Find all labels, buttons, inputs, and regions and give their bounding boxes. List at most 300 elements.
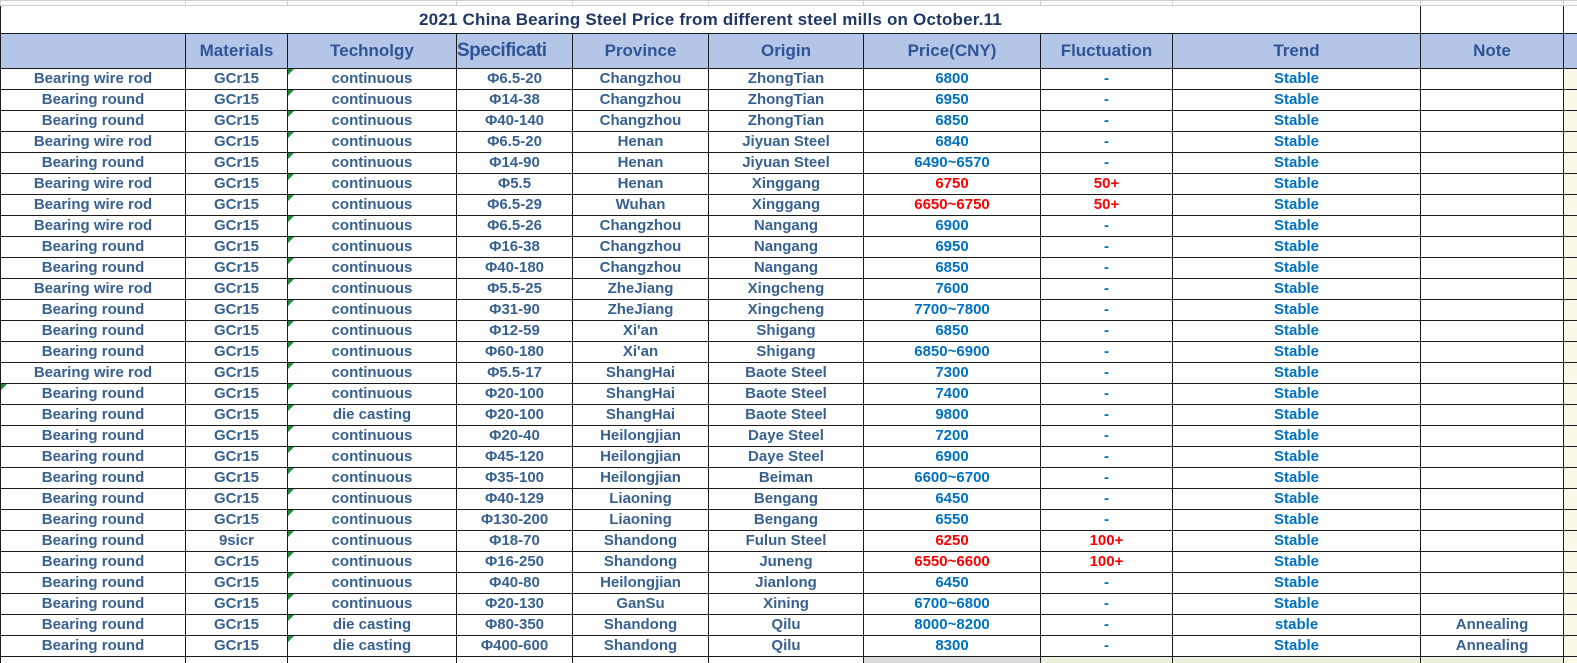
cell-trend[interactable]: Stable [1173, 468, 1421, 489]
cell-trend[interactable]: Stable [1173, 405, 1421, 426]
cell-note[interactable] [1421, 279, 1564, 300]
cell-material[interactable]: GCr15 [186, 342, 288, 363]
cell-province[interactable]: Wuhan [573, 195, 709, 216]
cell-province[interactable]: Changzhou [573, 237, 709, 258]
cell-product[interactable]: Bearing round [1, 405, 186, 426]
cell-product[interactable]: Bearing round [1, 321, 186, 342]
cell-province[interactable]: Liaoning [573, 510, 709, 531]
cell-specification[interactable]: Φ16-250 [457, 552, 573, 573]
cell-sliver [1564, 510, 1577, 531]
column-header-technology[interactable]: Technolgy [288, 34, 457, 69]
cell-price[interactable]: 7200 [864, 426, 1041, 447]
cell-province[interactable]: Henan [573, 132, 709, 153]
cell-fluctuation[interactable]: - [1041, 468, 1173, 489]
cell-specification[interactable]: Φ6.5-20 [457, 69, 573, 90]
cell-product[interactable]: Bearing round [1, 552, 186, 573]
cell-material[interactable]: GCr15 [186, 573, 288, 594]
cell-fluctuation[interactable]: - [1041, 489, 1173, 510]
cell-product[interactable]: Bearing round [1, 489, 186, 510]
cell-origin[interactable]: Baote Steel [709, 405, 864, 426]
cell-trend[interactable]: Stable [1173, 237, 1421, 258]
cell-trend[interactable]: Stable [1173, 489, 1421, 510]
cell-material[interactable]: GCr15 [186, 552, 288, 573]
cell-product[interactable]: Bearing round [1, 594, 186, 615]
cell-technology[interactable]: continuous [288, 279, 457, 300]
cell-price[interactable]: 6850 [864, 321, 1041, 342]
cell-price[interactable]: 9800 [864, 405, 1041, 426]
cell-specification[interactable]: Φ18-70 [457, 531, 573, 552]
cell-fluctuation[interactable]: - [1041, 594, 1173, 615]
cell-fluctuation[interactable]: - [1041, 90, 1173, 111]
cell-note[interactable] [1421, 174, 1564, 195]
cell-note[interactable] [1421, 447, 1564, 468]
cell-origin[interactable]: ZhongTian [709, 69, 864, 90]
cell-note[interactable] [1421, 594, 1564, 615]
cell-fluctuation[interactable]: - [1041, 447, 1173, 468]
cell-price[interactable]: 6750 [864, 174, 1041, 195]
cell-origin[interactable]: Xinggang [709, 174, 864, 195]
cell-fluctuation[interactable]: - [1041, 132, 1173, 153]
cell-material[interactable]: GCr15 [186, 237, 288, 258]
cell-material[interactable]: GCr15 [186, 69, 288, 90]
cell-province[interactable]: ZheJiang [573, 279, 709, 300]
column-header-fluctuation[interactable]: Fluctuation [1041, 34, 1173, 69]
cell-trend[interactable]: Stable [1173, 363, 1421, 384]
cell-price[interactable]: 6450 [864, 573, 1041, 594]
cell-trend[interactable]: Stable [1173, 216, 1421, 237]
cell-specification[interactable]: Φ5.5-25 [457, 279, 573, 300]
cell-fluctuation[interactable]: - [1041, 510, 1173, 531]
cell-specification[interactable]: Φ14-38 [457, 90, 573, 111]
cell-note[interactable] [1421, 132, 1564, 153]
cell-technology[interactable]: continuous [288, 258, 457, 279]
cell-specification[interactable]: Φ31-90 [457, 300, 573, 321]
cell-product[interactable]: Bearing round [1, 153, 186, 174]
cell-trend[interactable]: Stable [1173, 279, 1421, 300]
cell-technology[interactable]: continuous [288, 447, 457, 468]
table-row [1, 489, 1577, 510]
cell-note[interactable]: Annealing [1421, 615, 1564, 636]
cell-trend[interactable]: Stable [1173, 510, 1421, 531]
cell-technology[interactable]: die casting [288, 405, 457, 426]
cell-trend[interactable]: Stable [1173, 531, 1421, 552]
cell-price[interactable]: 8000~8200 [864, 615, 1041, 636]
cell-specification[interactable]: Φ20-40 [457, 426, 573, 447]
cell-specification[interactable]: Φ14-90 [457, 153, 573, 174]
cell-note[interactable] [1421, 111, 1564, 132]
cell-price[interactable]: 6850~6900 [864, 342, 1041, 363]
cell-trend[interactable]: Stable [1173, 69, 1421, 90]
cell-origin[interactable]: Fulun Steel [709, 531, 864, 552]
cell-trend[interactable]: Stable [1173, 636, 1421, 657]
cell-note[interactable] [1421, 300, 1564, 321]
cell-trend[interactable]: Stable [1173, 111, 1421, 132]
cell-specification[interactable]: Φ130-200 [457, 510, 573, 531]
cell-origin[interactable]: Xining [709, 594, 864, 615]
cell-fluctuation[interactable]: - [1041, 636, 1173, 657]
cell-material[interactable]: GCr15 [186, 489, 288, 510]
cell-product[interactable]: Bearing round [1, 573, 186, 594]
cell-note[interactable] [1421, 384, 1564, 405]
cell-province[interactable]: ShangHai [573, 405, 709, 426]
cell-province[interactable]: Heilongjian [573, 447, 709, 468]
cell-technology[interactable]: continuous [288, 363, 457, 384]
cell-technology[interactable]: continuous [288, 594, 457, 615]
cell-material[interactable]: GCr15 [186, 468, 288, 489]
cell-technology[interactable]: continuous [288, 69, 457, 90]
cell-trend[interactable]: Stable [1173, 573, 1421, 594]
cell-origin[interactable]: Juneng [709, 552, 864, 573]
cell-technology[interactable]: continuous [288, 510, 457, 531]
cell-province[interactable]: Xi'an [573, 342, 709, 363]
error-indicator-icon [288, 468, 294, 474]
cell-fluctuation[interactable]: - [1041, 384, 1173, 405]
cell-note[interactable] [1421, 342, 1564, 363]
cell-trend[interactable]: Stable [1173, 174, 1421, 195]
cell-product[interactable]: Bearing wire rod [1, 174, 186, 195]
cell-fluctuation[interactable]: - [1041, 153, 1173, 174]
cell-specification[interactable]: Φ40-129 [457, 489, 573, 510]
cell-fluctuation[interactable]: - [1041, 111, 1173, 132]
cell-technology[interactable]: continuous [288, 237, 457, 258]
cell-product[interactable]: Bearing round [1, 447, 186, 468]
cell-province[interactable]: Heilongjian [573, 426, 709, 447]
cell-province[interactable]: Changzhou [573, 216, 709, 237]
cell-note[interactable] [1421, 195, 1564, 216]
cell-material[interactable]: GCr15 [186, 111, 288, 132]
cell-price[interactable]: 7600 [864, 279, 1041, 300]
cell-specification[interactable]: Φ16-38 [457, 237, 573, 258]
cell-origin[interactable]: Nangang [709, 216, 864, 237]
cell-product[interactable]: Bearing round [1, 615, 186, 636]
cell-trend[interactable]: Stable [1173, 447, 1421, 468]
cell-origin[interactable]: Qilu [709, 615, 864, 636]
cell-origin[interactable]: Jiyuan Steel [709, 132, 864, 153]
cell-technology[interactable]: continuous [288, 384, 457, 405]
cell-specification[interactable]: Φ40-80 [457, 573, 573, 594]
cell-technology[interactable]: continuous [288, 489, 457, 510]
cell-technology[interactable]: die casting [288, 636, 457, 657]
cell-material[interactable]: GCr15 [186, 384, 288, 405]
cell-price[interactable]: 8300 [864, 636, 1041, 657]
cell-trend[interactable]: stable [1173, 615, 1421, 636]
cell-fluctuation[interactable]: - [1041, 342, 1173, 363]
cell-price[interactable]: 6250 [864, 531, 1041, 552]
column-header-materials[interactable]: Materials [186, 34, 288, 69]
cell-province[interactable]: ZheJiang [573, 300, 709, 321]
cell-specification[interactable]: Φ45-120 [457, 447, 573, 468]
cell-price[interactable]: 6900 [864, 447, 1041, 468]
cell-material[interactable]: GCr15 [186, 636, 288, 657]
cell-sliver [1564, 69, 1577, 90]
title-note-cell[interactable] [1421, 6, 1564, 34]
cell-fluctuation[interactable]: - [1041, 363, 1173, 384]
cell-specification[interactable]: Φ5.5-17 [457, 363, 573, 384]
cell-specification[interactable]: Φ6.5-26 [457, 216, 573, 237]
cell-origin[interactable]: Xingcheng [709, 279, 864, 300]
cell-note[interactable] [1421, 405, 1564, 426]
cell-material[interactable]: GCr15 [186, 447, 288, 468]
cell-technology[interactable]: continuous [288, 300, 457, 321]
cell-province[interactable]: Liaoning [573, 489, 709, 510]
cell-specification[interactable]: Φ400-600 [457, 636, 573, 657]
cell-note[interactable] [1421, 531, 1564, 552]
cell-specification[interactable]: Φ6.5-29 [457, 195, 573, 216]
cell-product[interactable]: Bearing round [1, 258, 186, 279]
cell-price[interactable]: 6550~6600 [864, 552, 1041, 573]
cell-note[interactable] [1421, 363, 1564, 384]
cell-price[interactable]: 6950 [864, 237, 1041, 258]
cell-note[interactable] [1421, 69, 1564, 90]
cell-product[interactable]: Bearing round [1, 90, 186, 111]
cell-technology[interactable]: continuous [288, 552, 457, 573]
cell-technology[interactable]: continuous [288, 342, 457, 363]
cell-price[interactable]: 6950 [864, 90, 1041, 111]
cell-material[interactable]: GCr15 [186, 216, 288, 237]
cell-province[interactable]: Changzhou [573, 258, 709, 279]
cell-specification[interactable]: Φ5.5 [457, 174, 573, 195]
cell-product[interactable]: Bearing round [1, 237, 186, 258]
cell-technology[interactable]: continuous [288, 426, 457, 447]
cell-trend[interactable]: Stable [1173, 258, 1421, 279]
cell-origin[interactable]: Baote Steel [709, 363, 864, 384]
cell-material[interactable]: GCr15 [186, 594, 288, 615]
cell-origin[interactable]: Xingcheng [709, 300, 864, 321]
cell-trend[interactable]: Stable [1173, 384, 1421, 405]
cell-note[interactable] [1421, 321, 1564, 342]
cell-price[interactable]: 7400 [864, 384, 1041, 405]
cell-fluctuation[interactable]: - [1041, 216, 1173, 237]
cell-specification[interactable]: Φ6.5-20 [457, 132, 573, 153]
cell-province[interactable]: Heilongjian [573, 573, 709, 594]
cell-province[interactable]: GanSu [573, 594, 709, 615]
cell-province[interactable]: ShangHai [573, 384, 709, 405]
cell-fluctuation[interactable]: - [1041, 279, 1173, 300]
cell-material[interactable]: 9sicr [186, 531, 288, 552]
cell-technology[interactable]: continuous [288, 573, 457, 594]
cell-note[interactable] [1421, 216, 1564, 237]
cell-note[interactable] [1421, 573, 1564, 594]
cell-product[interactable]: Bearing round [1, 468, 186, 489]
cell-material[interactable]: GCr15 [186, 132, 288, 153]
column-header-trend[interactable]: Trend [1173, 34, 1421, 69]
cell-specification[interactable]: Φ20-130 [457, 594, 573, 615]
cell-fluctuation[interactable]: - [1041, 237, 1173, 258]
cell-product[interactable]: Bearing wire rod [1, 132, 186, 153]
cell-province[interactable]: Shandong [573, 636, 709, 657]
cell-fluctuation[interactable]: - [1041, 615, 1173, 636]
cell-material[interactable]: GCr15 [186, 363, 288, 384]
cell-origin[interactable]: Xinggang [709, 195, 864, 216]
cell-province[interactable]: Henan [573, 153, 709, 174]
cell-technology[interactable]: continuous [288, 174, 457, 195]
cell-technology[interactable]: continuous [288, 90, 457, 111]
cell-note[interactable] [1421, 90, 1564, 111]
cell-material[interactable]: GCr15 [186, 174, 288, 195]
cell-origin[interactable]: Daye Steel [709, 426, 864, 447]
cell-product[interactable]: Bearing wire rod [1, 216, 186, 237]
cell-origin[interactable]: Shigang [709, 342, 864, 363]
cell-product[interactable]: Bearing wire rod [1, 69, 186, 90]
cell-province[interactable]: Changzhou [573, 69, 709, 90]
cell-product[interactable]: Bearing round [1, 510, 186, 531]
cell-specification[interactable]: Φ35-100 [457, 468, 573, 489]
cell-product[interactable]: Bearing wire rod [1, 195, 186, 216]
cell-fluctuation[interactable]: 100+ [1041, 531, 1173, 552]
cell-technology[interactable]: continuous [288, 111, 457, 132]
cell-price[interactable]: 6450 [864, 489, 1041, 510]
cell-fluctuation[interactable]: - [1041, 258, 1173, 279]
column-header-specification[interactable]: Specificati [457, 34, 573, 69]
cell-trend[interactable]: Stable [1173, 321, 1421, 342]
cell-price[interactable]: 6900 [864, 216, 1041, 237]
cell-note[interactable] [1421, 552, 1564, 573]
cell-fluctuation[interactable]: - [1041, 300, 1173, 321]
cell-fluctuation[interactable]: 50+ [1041, 195, 1173, 216]
cell-fluctuation[interactable]: - [1041, 426, 1173, 447]
cell-material[interactable]: GCr15 [186, 258, 288, 279]
cell-trend[interactable]: Stable [1173, 426, 1421, 447]
cell-fluctuation[interactable]: - [1041, 69, 1173, 90]
cell-trend[interactable]: Stable [1173, 300, 1421, 321]
cell-note[interactable] [1421, 510, 1564, 531]
cell-specification[interactable]: Φ20-100 [457, 405, 573, 426]
cell-product[interactable]: Bearing wire rod [1, 279, 186, 300]
cell-material[interactable]: GCr15 [186, 321, 288, 342]
cell-price[interactable]: 6490~6570 [864, 153, 1041, 174]
cell-material[interactable]: GCr15 [186, 195, 288, 216]
cell-material[interactable]: GCr15 [186, 405, 288, 426]
cell-material[interactable]: GCr15 [186, 90, 288, 111]
cell-price[interactable]: 7300 [864, 363, 1041, 384]
cell-material[interactable]: GCr15 [186, 279, 288, 300]
cell-trend[interactable]: Stable [1173, 90, 1421, 111]
cell-product[interactable]: Bearing round [1, 531, 186, 552]
cell-price[interactable]: 6650~6750 [864, 195, 1041, 216]
cell-price[interactable]: 6840 [864, 132, 1041, 153]
cell-note[interactable] [1421, 258, 1564, 279]
cell-specification[interactable]: Φ20-100 [457, 384, 573, 405]
column-header-product[interactable] [1, 34, 186, 69]
cell-note[interactable] [1421, 468, 1564, 489]
column-header-origin[interactable]: Origin [709, 34, 864, 69]
cell-trend[interactable]: Stable [1173, 552, 1421, 573]
cell-fluctuation[interactable]: 50+ [1041, 174, 1173, 195]
cell-province[interactable]: Changzhou [573, 90, 709, 111]
cell-fluctuation[interactable]: - [1041, 321, 1173, 342]
cell-technology[interactable]: continuous [288, 216, 457, 237]
cell-origin[interactable]: Baote Steel [709, 384, 864, 405]
cell-origin[interactable]: ZhongTian [709, 90, 864, 111]
cell-product[interactable]: Bearing round [1, 111, 186, 132]
cell-trend[interactable]: Stable [1173, 132, 1421, 153]
table-row [1, 594, 1577, 615]
column-header-note[interactable]: Note [1421, 34, 1564, 69]
cell-province[interactable]: Shandong [573, 531, 709, 552]
cell-origin[interactable]: Bengang [709, 510, 864, 531]
cell-price[interactable]: 6850 [864, 258, 1041, 279]
cell-technology[interactable]: continuous [288, 153, 457, 174]
cell-sliver [1564, 573, 1577, 594]
cell-product[interactable]: Bearing round [1, 384, 186, 405]
cell-material[interactable]: GCr15 [186, 426, 288, 447]
cell-price[interactable]: 6550 [864, 510, 1041, 531]
cell-province[interactable]: Shandong [573, 552, 709, 573]
cell-material[interactable]: GCr15 [186, 510, 288, 531]
cell-origin[interactable]: Nangang [709, 237, 864, 258]
cell-product[interactable]: Bearing round [1, 636, 186, 657]
cell-product[interactable]: Bearing round [1, 300, 186, 321]
cell-note[interactable] [1421, 153, 1564, 174]
cell-note[interactable] [1421, 237, 1564, 258]
cell-note[interactable]: Annealing [1421, 636, 1564, 657]
error-indicator-icon [288, 90, 294, 96]
cell-trend[interactable]: Stable [1173, 342, 1421, 363]
cell-price[interactable]: 6600~6700 [864, 468, 1041, 489]
cell-price[interactable]: 6800 [864, 69, 1041, 90]
cell-province[interactable]: Henan [573, 174, 709, 195]
cell-origin[interactable]: Jiyuan Steel [709, 153, 864, 174]
column-header-price[interactable]: Price(CNY) [864, 34, 1041, 69]
cell-province[interactable]: Xi'an [573, 321, 709, 342]
cell-origin[interactable]: Bengang [709, 489, 864, 510]
cell-technology[interactable]: die casting [288, 615, 457, 636]
cell-fluctuation[interactable]: - [1041, 405, 1173, 426]
cell-fluctuation[interactable]: 100+ [1041, 552, 1173, 573]
cell-origin[interactable]: ZhongTian [709, 111, 864, 132]
cell-trend[interactable]: Stable [1173, 195, 1421, 216]
cell-origin[interactable]: Shigang [709, 321, 864, 342]
cell-price[interactable]: 7700~7800 [864, 300, 1041, 321]
cell-technology[interactable]: continuous [288, 531, 457, 552]
column-header-province[interactable]: Province [573, 34, 709, 69]
cell-origin[interactable]: Nangang [709, 258, 864, 279]
cell-note[interactable] [1421, 489, 1564, 510]
cell-specification[interactable]: Φ40-180 [457, 258, 573, 279]
cell-product[interactable]: Bearing round [1, 342, 186, 363]
cell-origin[interactable]: Beiman [709, 468, 864, 489]
cell-specification[interactable]: Φ40-140 [457, 111, 573, 132]
cell-trend[interactable]: Stable [1173, 153, 1421, 174]
cell-province[interactable]: Changzhou [573, 111, 709, 132]
cell-note[interactable] [1421, 426, 1564, 447]
cell-price[interactable]: 6850 [864, 111, 1041, 132]
cell-specification[interactable]: Φ12-59 [457, 321, 573, 342]
cell-technology[interactable]: continuous [288, 468, 457, 489]
cell-fluctuation[interactable]: - [1041, 573, 1173, 594]
cell-origin[interactable]: Jianlong [709, 573, 864, 594]
cell-technology[interactable]: continuous [288, 321, 457, 342]
cell-origin[interactable]: Qilu [709, 636, 864, 657]
cell-province[interactable]: Heilongjian [573, 468, 709, 489]
error-indicator-icon [288, 132, 294, 138]
cell-material[interactable]: GCr15 [186, 153, 288, 174]
cell-product[interactable]: Bearing round [1, 426, 186, 447]
cell-material[interactable]: GCr15 [186, 615, 288, 636]
cell-trend[interactable]: Stable [1173, 594, 1421, 615]
cell-product[interactable]: Bearing wire rod [1, 363, 186, 384]
cell-specification[interactable]: Φ80-350 [457, 615, 573, 636]
cell-price[interactable]: 6700~6800 [864, 594, 1041, 615]
cell-province[interactable]: ShangHai [573, 363, 709, 384]
cell-province[interactable]: Shandong [573, 615, 709, 636]
title-cell[interactable] [1, 6, 1421, 34]
cell-technology[interactable]: continuous [288, 195, 457, 216]
cell-technology[interactable]: continuous [288, 132, 457, 153]
cell-specification[interactable]: Φ60-180 [457, 342, 573, 363]
cell-origin[interactable]: Daye Steel [709, 447, 864, 468]
cell-material[interactable]: GCr15 [186, 300, 288, 321]
